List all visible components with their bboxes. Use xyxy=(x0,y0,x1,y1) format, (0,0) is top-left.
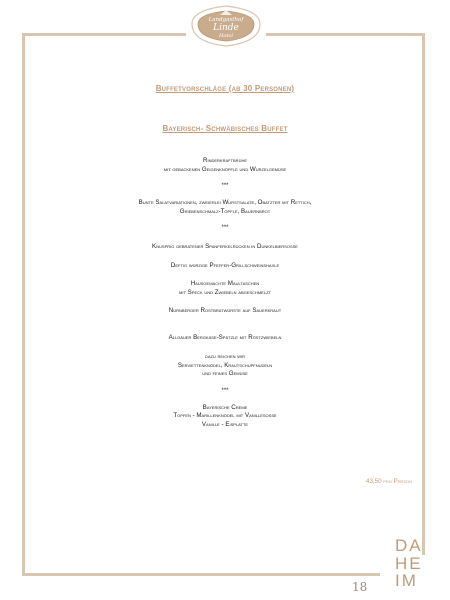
menu-course xyxy=(60,353,390,379)
menu-course xyxy=(60,199,390,216)
brand-line: DA xyxy=(395,536,423,555)
menu-course xyxy=(60,243,390,252)
price-per-person: 43,50 pro Person xyxy=(366,478,412,485)
menu-line: Serviettenknödel, Krautschupfnudeln xyxy=(177,361,273,369)
menu-course xyxy=(60,262,390,271)
menu-line: dazu reichen wir xyxy=(204,353,246,360)
menu-line: Topfen - Marillenknödel mit Vanillesoße xyxy=(173,412,277,419)
separator-stars: *** xyxy=(221,387,229,394)
logo-line3: Hotel xyxy=(219,33,233,39)
page-number: 18 xyxy=(349,580,370,594)
menu-course xyxy=(60,280,390,297)
menu-line: Rinderkraftbrühe xyxy=(202,157,248,164)
menu-line: Griebenschmalz-Töpfle, Bauernbrot xyxy=(179,207,271,215)
menu-line: Bunte Salatvariationen, zweierlei Wurstsalate, Obatzter mit Rettich, xyxy=(138,199,312,206)
menu-line: mit Speck und Zwiebeln abgeschmelzt xyxy=(179,288,271,296)
logo-line2: Linde xyxy=(213,23,239,33)
menu-course xyxy=(60,334,390,343)
separator-stars: *** xyxy=(221,183,229,189)
menu-content xyxy=(60,80,390,429)
menu-line: Deftig würzige Pfeffer-Grillschweinshaxle xyxy=(170,261,280,269)
hotel-logo xyxy=(186,2,266,48)
menu-line: Bayerische Creme xyxy=(202,403,248,411)
separator-stars: *** xyxy=(221,225,229,231)
brand-line: IM xyxy=(395,571,418,590)
menu-line: Nürnberger Rostbratwürste auf Sauerkraut xyxy=(168,307,282,314)
buffet-heading: Bayerisch- Schwäbisches Buffet xyxy=(162,124,288,133)
daheim-brand xyxy=(395,537,435,590)
menu-line: Vanille - Eisplatte xyxy=(201,420,249,428)
menu-line: Allgäuer Bergkäse-Spätzle mit Röstzwiebeln xyxy=(168,333,282,341)
menu-line: Knusprig gebratener Spanferkelrücken in Dunkelbiersoße xyxy=(152,243,298,250)
menu-line: Hausgemachte Maultaschen xyxy=(190,280,260,287)
brand-line: HE xyxy=(395,553,423,573)
menu-course xyxy=(60,157,390,174)
menu-course xyxy=(60,404,390,430)
menu-course xyxy=(60,307,390,316)
menu-line: und feines Gemüse xyxy=(202,370,248,377)
menu-line: mit gebackenen Geigenknöpfle und Wurzelgemüse xyxy=(163,165,287,173)
logo-line1: Landgasthof xyxy=(208,17,244,23)
main-heading: Buffetvorschläge (ab 30 Personen) xyxy=(155,84,295,93)
